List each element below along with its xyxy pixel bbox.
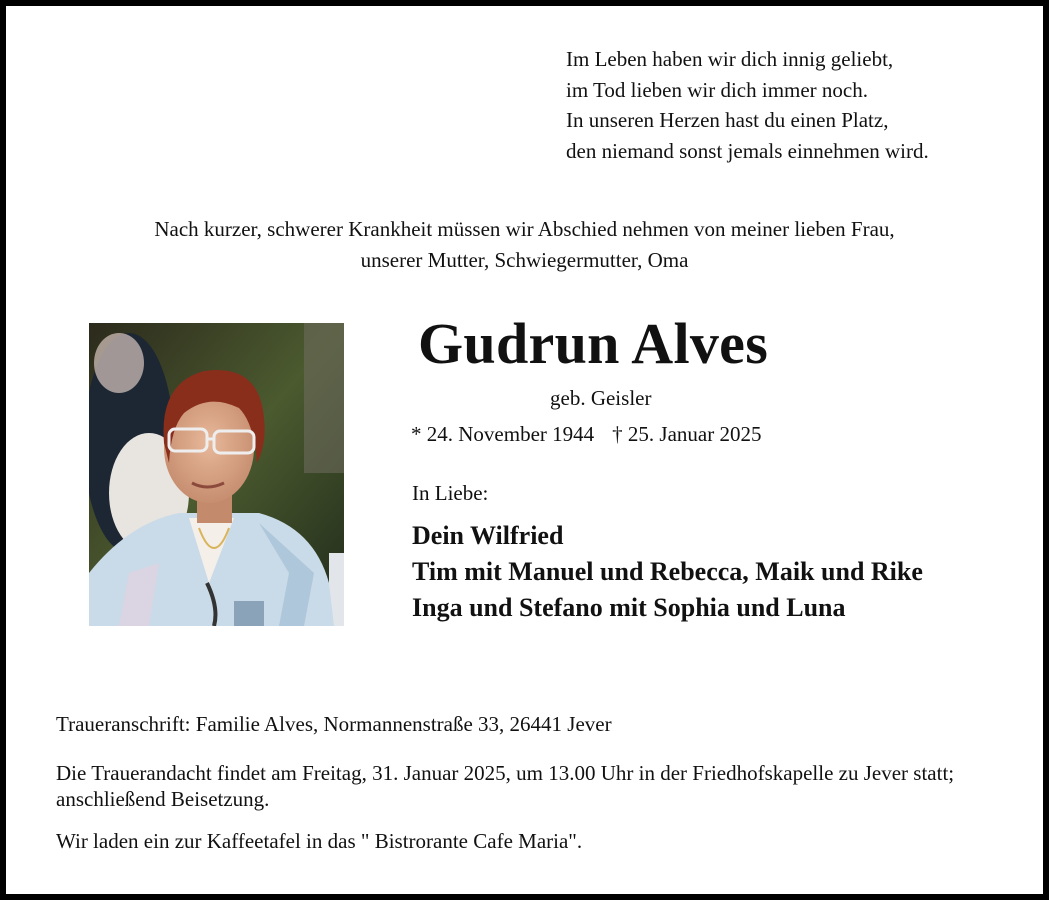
mourner-line: Tim mit Manuel und Rebecca, Maik und Rike — [412, 557, 923, 586]
portrait-photo — [89, 323, 344, 626]
maiden-name: geb. Geisler — [550, 386, 652, 410]
mourner-line: Dein Wilfried — [412, 521, 564, 550]
intro-text — [0, 214, 1049, 276]
poem — [566, 44, 929, 166]
deceased-name: Gudrun Alves — [418, 311, 769, 376]
coffee-invitation: Wir laden ein zur Kaffeetafel in das " Bistrorante Cafe Maria". — [56, 829, 583, 853]
poem-line: Im Leben haben wir dich innig geliebt, — [566, 47, 894, 71]
mourning-address: Traueranschrift: Familie Alves, Normannenstraße 33, 26441 Jever — [56, 712, 612, 736]
intro-line: Nach kurzer, schwerer Krankheit müssen wir Abschied nehmen von meiner lieben Frau, — [154, 217, 895, 241]
death-date: † 25. Januar 2025 — [612, 422, 762, 446]
poem-line: im Tod lieben wir dich immer noch. — [566, 77, 868, 102]
poem-line: den niemand sonst jemals einnehmen wird. — [566, 138, 929, 163]
mourners-list — [412, 518, 923, 626]
birth-date: * 24. November 1944 — [411, 422, 595, 446]
intro-line: unserer Mutter, Schwiegermutter, Oma — [360, 248, 689, 272]
mourner-line: Inga und Stefano mit Sophia und Luna — [412, 593, 846, 622]
poem-line: In unseren Herzen hast du einen Platz, — [566, 108, 889, 132]
service-details: Die Trauerandacht findet am Freitag, 31. Januar 2025, um 13.00 Uhr in der Friedhofskapelle zu Jever statt; anschließend Beisetzung. — [56, 761, 955, 811]
mourners-intro: In Liebe: — [412, 481, 489, 505]
life-dates — [411, 422, 761, 447]
